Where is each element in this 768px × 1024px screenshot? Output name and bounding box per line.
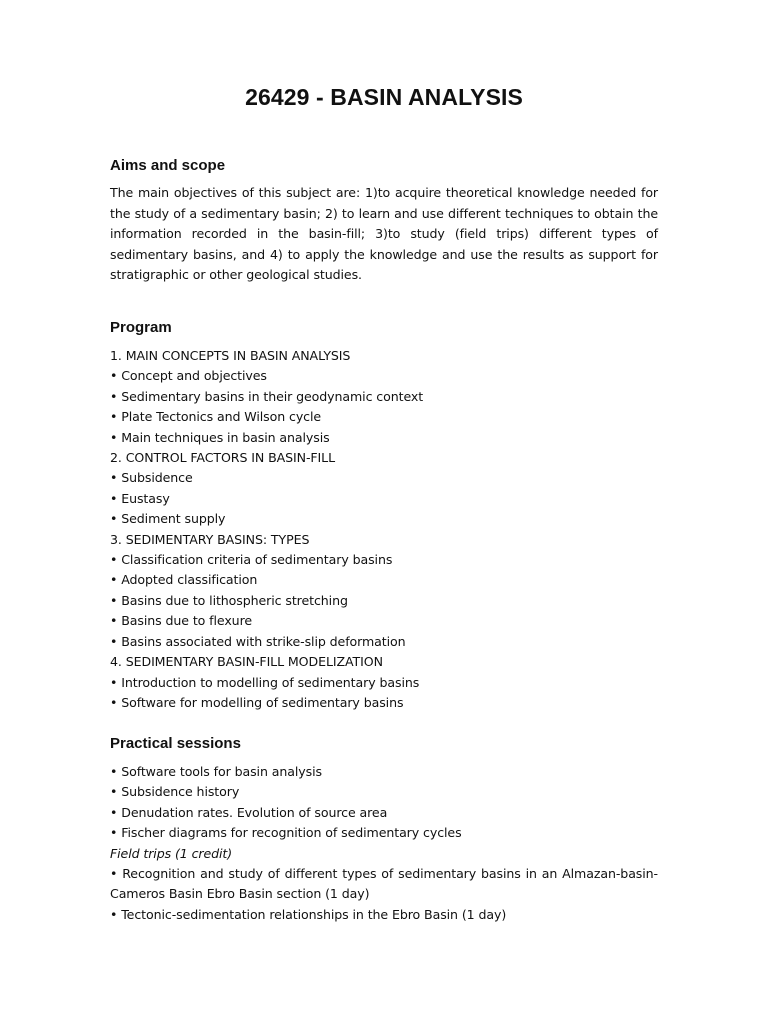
program-line: • Introduction to modelling of sedimentary basins xyxy=(110,674,420,690)
aims-paragraph: The main objectives of this subject are: 1)to acquire theoretical knowledge needed for the study of a sedimentary basin; 2) to learn and use different techniques to obtain the information recorded in the basin-fill; 3)to study (field trips) different types of sedimentary basins, and 4) to apply the knowledge and use the results as support for stratigraphic or other geological studies. xyxy=(110,185,658,283)
field-trip-line: • Tectonic-sedimentation relationships in the Ebro Basin (1 day) xyxy=(110,906,507,922)
program-line: • Basins due to flexure xyxy=(110,613,253,629)
practical-line: • Subsidence history xyxy=(110,784,240,800)
program-heading: Program xyxy=(110,319,172,336)
program-line: 3. SEDIMENTARY BASINS: TYPES xyxy=(110,531,310,547)
program-line: • Sedimentary basins in their geodynamic context xyxy=(110,388,424,404)
program-line: 1. MAIN CONCEPTS IN BASIN ANALYSIS xyxy=(110,348,351,363)
program-line: • Software for modelling of sedimentary basins xyxy=(110,694,404,710)
program-line: • Basins associated with strike-slip deformation xyxy=(110,633,406,649)
program-line: • Eustasy xyxy=(110,490,170,506)
practical-line: • Fischer diagrams for recognition of sedimentary cycles xyxy=(110,825,462,841)
practical-line: • Software tools for basin analysis xyxy=(110,764,322,779)
program-line: • Sediment supply xyxy=(110,511,226,527)
practical-heading: Practical sessions xyxy=(110,735,241,752)
program-line: • Main techniques in basin analysis xyxy=(110,429,330,445)
field-trip-line: • Recognition and study of different types of sedimentary basins in an Almazan-basin-Cameros Basin Ebro Basin section (1 day) xyxy=(110,866,658,902)
program-line: 2. CONTROL FACTORS IN BASIN-FILL xyxy=(110,450,336,466)
program-line: • Adopted classification xyxy=(110,572,258,588)
aims-heading: Aims and scope xyxy=(110,157,226,174)
practical-line: • Denudation rates. Evolution of source area xyxy=(110,804,388,820)
document-title: 26429 - BASIN ANALYSIS xyxy=(245,84,523,110)
field-trips-label: Field trips (1 credit) xyxy=(110,845,233,861)
practical-list xyxy=(110,762,670,925)
program-line: • Concept and objectives xyxy=(110,368,267,384)
program-line: 4. SEDIMENTARY BASIN-FILL MODELIZATION xyxy=(110,654,383,670)
program-list xyxy=(110,346,670,713)
program-line: • Classification criteria of sedimentary basins xyxy=(110,552,393,568)
program-line: • Basins due to lithospheric stretching xyxy=(110,592,348,608)
program-line: • Plate Tectonics and Wilson cycle xyxy=(110,409,322,425)
program-line: • Subsidence xyxy=(110,470,193,486)
